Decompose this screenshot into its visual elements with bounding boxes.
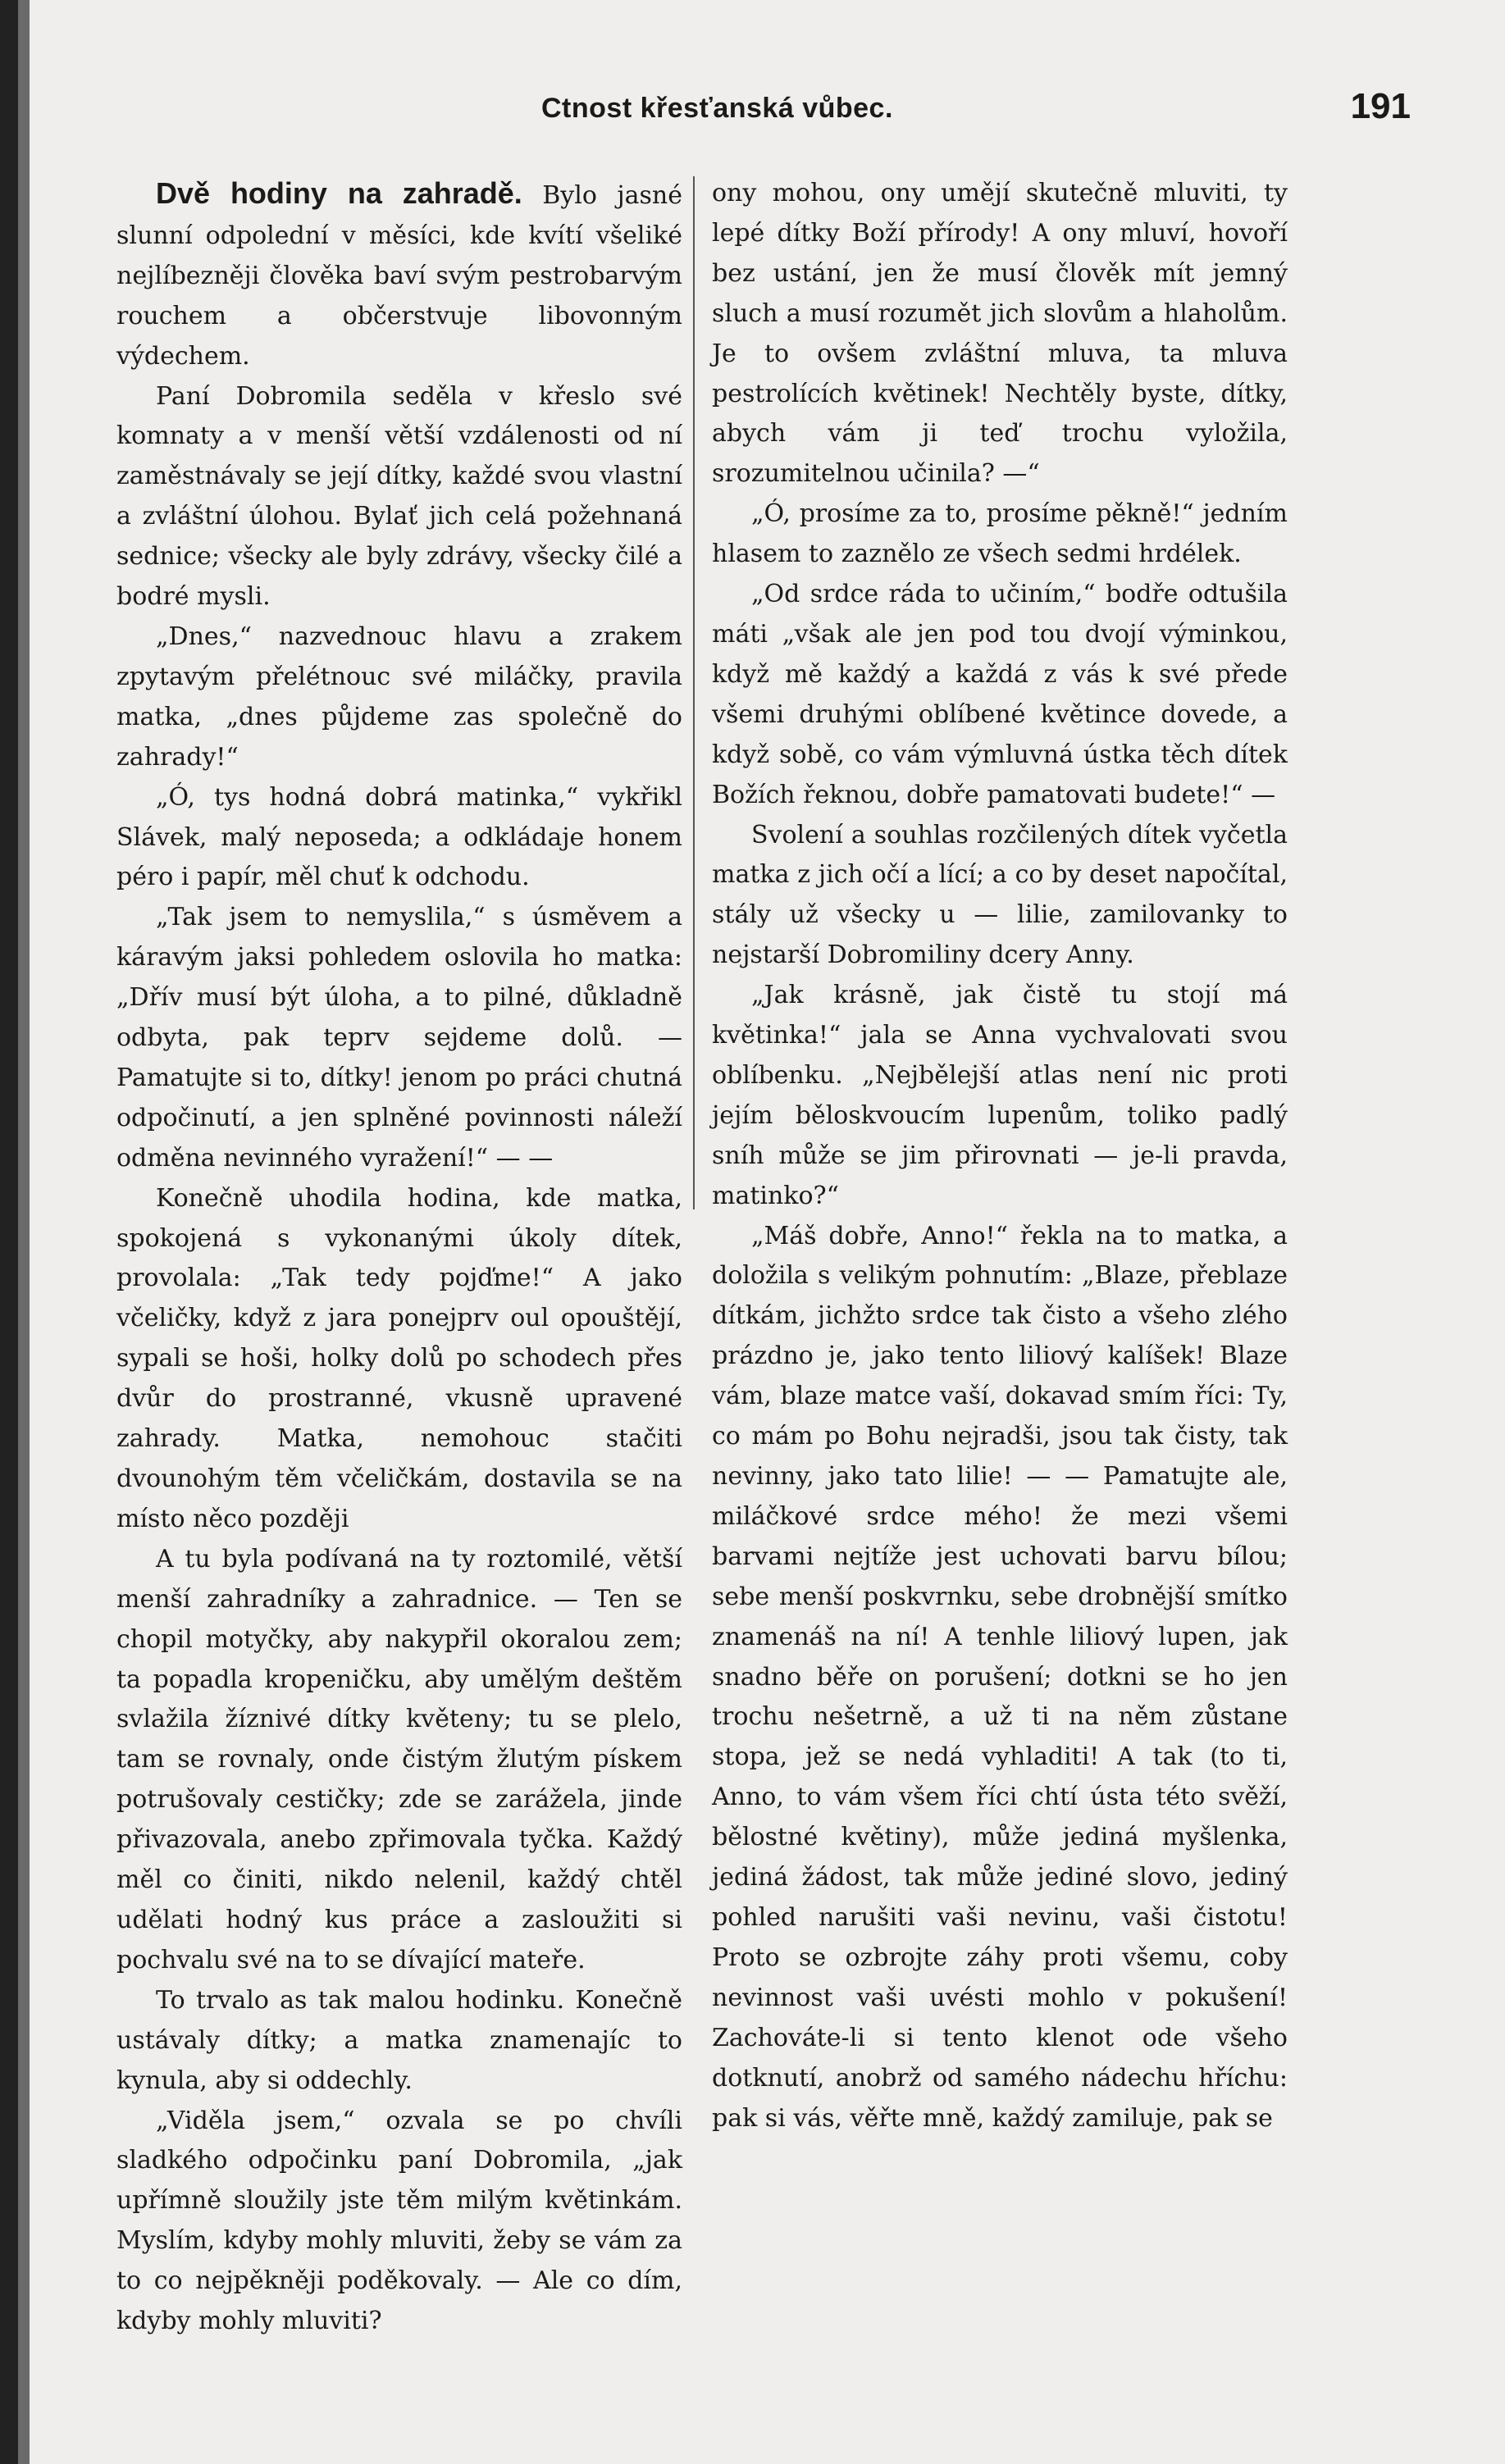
paragraph: „Ó, prosíme za to, prosíme pěkně!“ jedním hlasem to zaznělo ze všech sedmi hrdélek. [712,499,1288,569]
paragraph: „Jak krásně, jak čistě tu stojí má květinka!“ jala se Anna vychvalovati svou oblíbenku. „Nejbělejší atlas není nic proti jejím běloskvoucím lupenům, toliko padlý sníh může se jim přirovnati — je-li pravda, matinko?“ [712,981,1288,1210]
right-column [712,174,1288,2138]
paragraph: To trvalo as tak malou hodinku. Konečně ustávaly dítky; a matka znamenajíc to kynula, aby si oddechly. [116,1985,682,2095]
paragraph: „Máš dobře, Anno!“ řekla na to matka, a doložila s velikým pohnutím: „Blaze, přeblaze dítkám, jichžto srdce tak čisto a všeho zlého prázdno je, jako tento liliový kalíšek! Blaze vám, blaze matce vaší, dokavad smím říci: Ty, co mám po Bohu nejradši, jsou tak čisty, tak nevinny, jako tato lilie! — — Pamatujte ale, miláčkové srdce mého! že mezi všemi barvami nejtíže jest uchovati barvu bílou; sebe menší poskvrnku, sebe drobnější smítko znamenáš na ní! A tenhle liliový lupen, jak snadno běře on porušení; dotkni se ho jen trochu nešetrně, a už ti na něm zůstane stopa, jež se nedá vyhladiti! A tak (to ti, Anno, to vám všem říci chtí ústa této svěží, bělostné květiny), může jediná myšlenka, jediná žádost, tak může jediné slovo, jediný pohled narušiti vaši nevinu, vaši čistotu! Proto se ozbrojte záhy proti všemu, coby nevinnost vaši uvésti mohlo v pokušení! Zachováte-li si tento klenot ode všeho dotknutí, anobrž od samého nádechu hříchu: pak si vás, věřte mně, každý zamiluje, pak se [712,1221,1288,2133]
column-divider [693,176,695,1209]
page-header [115,86,1427,135]
section-title: Dvě hodiny na zahradě. [156,176,522,210]
running-title: Ctnost křesťanská vůbec. [541,93,893,124]
paragraph: Paní Dobromila seděla v křeslo své komnaty a v menší větší vzdálenosti od ní zaměstnávaly se její dítky, každé svou vlastní a zvláštní úlohou. Bylať jich celá požehnaná sednice; všecky ale byly zdrávy, všecky čilé a bodré mysli. [116,381,682,612]
paragraph: Svolení a souhlas rozčilených dítek vyčetla matka z jich očí a lící; a co by deset napočítal, stály už všecky u — lilie, zamilovanky to nejstarší Dobromiliny dcery Anny. [712,820,1288,970]
page-edge-gutter [18,0,30,2464]
paragraph: „Viděla jsem,“ ozvala se po chvíli sladkého odpočinku paní Dobromila, „jak upřímně sloužily jste těm milým květinkám. Myslím, kdyby mohly mluviti, žeby se vám za to co nejpěkněji poděkovaly. — Ale co dím, kdyby mohly mluviti? [116,2106,682,2336]
paragraph: „Od srdce ráda to učiním,“ bodře odtušila máti „však ale jen pod tou dvojí výminkou, když mě každý a každá z vás k své přede všemi druhými oblíbené květince dovede, a když sobě, co vám výmluvná ústka těch dítek Božích řeknou, dobře pamatovati budete!“ — [712,580,1288,809]
paragraph-text: Bylo jasné slunní odpolední v měsíci, kde kvítí všeliké nejlíbezněji člověka baví svým pestrobarvým rouchem a občerstvuje libovonným výdechem. [116,181,682,371]
paragraph [116,174,682,377]
paragraph: Konečně uhodila hodina, kde matka, spokojená s vykonanými úkoly dítek, provolala: „Tak tedy pojďme!“ A jako včeličky, když z jara ponejprv oul opouštějí, sypali se hoši, holky dolů po schodech přes dvůr do prostranné, vkusně upravené zahrady. Matka, nemohouc stačiti dvounohým těm včeličkám, dostavila se na místo něco později [116,1183,682,1533]
paragraph: „Ó, tys hodná dobrá matinka,“ vykřikl Slávek, malý neposeda; a odkládaje honem péro i papír, měl chuť k odchodu. [116,782,682,892]
paragraph: „Dnes,“ nazvednouc hlavu a zrakem zpytavým přelétnouc své miláčky, pravila matka, „dnes půjdeme zas společně do zahrady!“ [116,622,682,772]
page-edge-shadow [0,0,18,2464]
page-number: 191 [1350,86,1411,126]
paragraph: „Tak jsem to nemyslila,“ s úsměvem a káravým jaksi pohledem oslovila ho matka: „Dřív musí být úloha, a to pilné, důkladně odbyta, pak teprv sejdeme dolů. — Pamatujte si to, dítky! jenom po práci chutná odpočinutí, a jen splněné povinnosti náleží odměna nevinného vyražení!“ — — [116,903,682,1173]
paragraph: ony mohou, ony umějí skutečně mluviti, ty lepé dítky Boží přírody! A ony mluví, hovoří bez ustání, jen že musí člověk mít jemný sluch a musí rozumět jich slovům a hlaholům. Je to ovšem zvláštní mluva, ta mluva pestrolících květinek! Nechtěly byste, dítky, abych vám ji teď trochu vyložila, srozumitelnou učinila? —“ [712,179,1288,489]
paragraph: A tu byla podívaná na ty roztomilé, větší menší zahradníky a zahradnice. — Ten se chopil motyčky, aby nakypřil okoralou zem; ta popadla kropeničku, aby umělým deštěm svlažila žíznivé dítky květeny; tu se plelo, tam se rovnaly, onde čistým žlutým pískem potrušovaly cestičky; zde se zarážela, jinde přivazovala, anebo zpřimovala tyčka. Každý měl co činiti, nikdo nelenil, každý chtěl udělati hodný kus práce a zasloužiti si pochvalu své na to se dívající mateře. [116,1544,682,1974]
left-column [116,174,682,2342]
